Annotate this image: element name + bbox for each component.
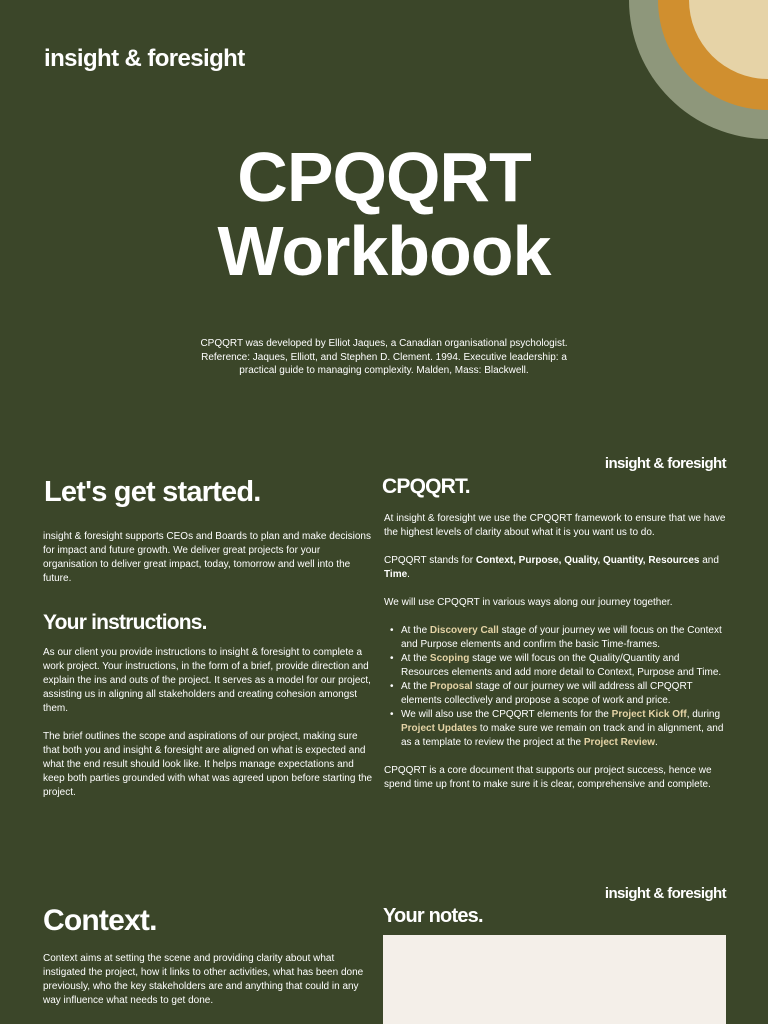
- stands-for-and: and: [699, 555, 719, 566]
- bullet-pre: At the: [401, 625, 430, 636]
- list-item: [401, 708, 726, 750]
- start-heading: Let's get started.: [44, 476, 261, 508]
- context-text: Context aims at setting the scene and providing clarity about what instigated the project, how it links to other activities, what has been done previously, who the key stakeholders are and anything that could in any way influence what needs to get done.: [43, 953, 364, 1006]
- cpqqrt-stages-list: [384, 624, 726, 750]
- cpqqrt-intro: At insight & foresight we use the CPQQRT framework to ensure that we have the highest levels of clarity about what it is you want us to do.: [384, 513, 726, 538]
- stands-for-prefix: CPQQRT stands for: [384, 555, 476, 566]
- bullet-post: .: [655, 737, 658, 748]
- title-line-2: Workbook: [217, 212, 551, 290]
- bullet-post: stage of our journey we will address all CPQQRT elements collectively and propose a scope of work and price.: [401, 681, 693, 706]
- cover-reference: CPQQRT was developed by Elliot Jaques, a Canadian organisational psychologist. Reference: Jaques, Elliott, and Stephen D. Clement. 1994. Executive leadership: a practical guide to managing complexity. Malden, Mass: Blackwell.: [200, 338, 568, 376]
- cpqqrt-heading: CPQQRT.: [382, 475, 470, 498]
- instructions-text: [43, 646, 373, 814]
- bullet-post: stage we will focus on the Quality/Quantity and Resources elements and add more detail to Context, Purpose and Time.: [401, 653, 722, 678]
- cpqqrt-section: [384, 512, 726, 806]
- stage-scoping: Scoping: [429, 653, 470, 664]
- stage-project-review: Project Review: [583, 737, 656, 748]
- cpqqrt-closing: CPQQRT is a core document that supports our project success, hence we spend time up front to make sure it is clear, comprehensive and complete.: [384, 765, 712, 790]
- bullet-pre: At the: [401, 681, 430, 692]
- bullet-post: stage of your journey we will focus on the Context and Purpose elements and confirm the basic Time-frames.: [401, 625, 722, 650]
- stage-discovery-call: Discovery Call: [429, 625, 499, 636]
- list-item: [401, 652, 726, 680]
- bullet-mid: to make sure we remain on track and in alignment, and as a template to review the project at the: [401, 723, 724, 748]
- brand-logo-page2: insight & foresight: [604, 455, 726, 472]
- instructions-paragraph-1: As our client you provide instructions to insight & foresight to complete a work project. Your instructions, in the form of a brief, provide direction and explain the ins and outs of the project. It serves as a model for our project, assisting us in aligning all stakeholders and creating cohesion amongst them.: [43, 647, 371, 714]
- bullet-pre: At the: [401, 653, 430, 664]
- bullet-mid: , during: [686, 709, 721, 720]
- brand-logo: insight & foresight: [44, 45, 245, 72]
- instructions-paragraph-2: The brief outlines the scope and aspirations of our project, making sure that both you and insight & foresight are aligned on what is expected and what the end result should look like. It helps manage expectations and keep both parties grounded with what was agreed upon before starting the project.: [43, 731, 373, 798]
- cover-title: [0, 140, 768, 288]
- cpqqrt-stands-for: [384, 554, 726, 582]
- brand-logo-page3: insight & foresight: [604, 885, 726, 902]
- instructions-heading: Your instructions.: [43, 611, 207, 634]
- stage-project-kick-off: Project Kick Off: [611, 709, 687, 720]
- context-heading: Context.: [43, 904, 157, 937]
- bullet-pre: We will also use the CPQQRT elements for the: [401, 709, 612, 720]
- notes-heading: Your notes.: [383, 905, 483, 927]
- notes-area[interactable]: [383, 935, 726, 1024]
- list-item: [401, 624, 726, 652]
- title-line-1: CPQQRT: [237, 138, 531, 216]
- list-item: [401, 680, 726, 708]
- stands-for-elements: Context, Purpose, Quality, Quantity, Resources: [475, 555, 700, 566]
- start-text: insight & foresight supports CEOs and Boards to plan and make decisions for impact and future growth. We deliver great projects for your organisation to deliver great impact, today, tomorrow and well into the future.: [43, 531, 371, 584]
- stands-for-end: .: [407, 569, 410, 580]
- stage-project-updates: Project Updates: [401, 723, 478, 734]
- stage-proposal: Proposal: [429, 681, 473, 692]
- stands-for-time: Time: [384, 569, 408, 580]
- cpqqrt-ways: We will use CPQQRT in various ways along our journey together.: [384, 597, 673, 608]
